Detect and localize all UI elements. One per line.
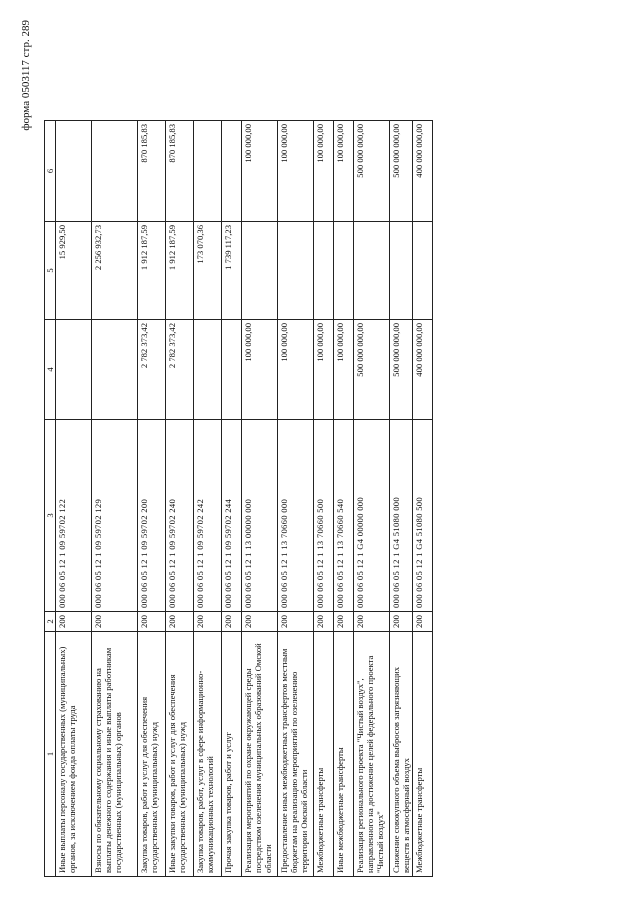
row-budget-code: 000 06 05 12 1 G4 51080 500: [413, 420, 433, 612]
row-line-code: 200: [92, 612, 138, 632]
row-unexecuted: 500 000 000,00: [390, 121, 413, 222]
row-unexecuted: [194, 121, 222, 222]
row-line-code: 200: [242, 612, 278, 632]
row-executed: [242, 222, 278, 320]
row-unexecuted: 870 185,83: [138, 121, 166, 222]
row-line-code: 200: [334, 612, 354, 632]
row-line-code: 200: [56, 612, 92, 632]
row-line-code: 200: [194, 612, 222, 632]
row-executed: 1 739 117,23: [222, 222, 242, 320]
form-label: форма 0503117 стр. 289: [20, 20, 32, 131]
row-name: Закупка товаров, работ, услуг в сфере информационно-коммуникационных технологий: [194, 632, 222, 877]
row-executed: 1 912 187,59: [138, 222, 166, 320]
row-unexecuted: 500 000 000,00: [354, 121, 390, 222]
row-approved: 2 782 373,42: [138, 320, 166, 420]
row-executed: [278, 222, 314, 320]
row-budget-code: 000 06 05 12 1 13 70660 500: [314, 420, 334, 612]
row-budget-code: 000 06 05 12 1 09 59702 242: [194, 420, 222, 612]
table-row: [138, 121, 166, 877]
column-header: 1: [45, 632, 56, 877]
table-row: [314, 121, 334, 877]
row-line-code: 200: [166, 612, 194, 632]
row-name: Предоставление иных межбюджетных трансфертов местным бюджетам на реализацию мероприятий по озеленению территории Омской области: [278, 632, 314, 877]
table-row: [222, 121, 242, 877]
row-executed: [390, 222, 413, 320]
row-budget-code: 000 06 05 12 1 G4 00000 000: [354, 420, 390, 612]
row-executed: [413, 222, 433, 320]
row-approved: [56, 320, 92, 420]
row-approved: [222, 320, 242, 420]
table-row: [92, 121, 138, 877]
row-approved: 500 000 000,00: [390, 320, 413, 420]
row-budget-code: 000 06 05 12 1 09 59702 200: [138, 420, 166, 612]
table-row: [413, 121, 433, 877]
row-approved: 100 000,00: [314, 320, 334, 420]
row-unexecuted: [222, 121, 242, 222]
table-row: [390, 121, 413, 877]
budget-table: [44, 120, 433, 877]
row-executed: [334, 222, 354, 320]
row-approved: 400 000 000,00: [413, 320, 433, 420]
row-approved: 2 782 373,42: [166, 320, 194, 420]
row-line-code: 200: [354, 612, 390, 632]
row-approved: 100 000,00: [334, 320, 354, 420]
row-line-code: 200: [413, 612, 433, 632]
row-budget-code: 000 06 05 12 1 09 59702 244: [222, 420, 242, 612]
row-unexecuted: 100 000,00: [314, 121, 334, 222]
row-approved: 500 000 000,00: [354, 320, 390, 420]
row-name: Иные выплаты персоналу государственных (муниципальных) органов, за исключением фонда оплаты труда: [56, 632, 92, 877]
row-unexecuted: 400 000 000,00: [413, 121, 433, 222]
row-unexecuted: 100 000,00: [242, 121, 278, 222]
row-unexecuted: 100 000,00: [334, 121, 354, 222]
row-name: Закупка товаров, работ и услуг для обеспечения государственных (муниципальных) нужд: [138, 632, 166, 877]
row-approved: [92, 320, 138, 420]
table-row: [242, 121, 278, 877]
row-line-code: 200: [138, 612, 166, 632]
row-executed: 15 929,50: [56, 222, 92, 320]
table-row: [334, 121, 354, 877]
row-budget-code: 000 06 05 12 1 13 70660 540: [334, 420, 354, 612]
row-executed: 173 070,36: [194, 222, 222, 320]
row-line-code: 200: [314, 612, 334, 632]
row-name: Иные межбюджетные трансферты: [334, 632, 354, 877]
row-name: Взносы по обязательному социальному страхованию на выплаты денежного содержания и иные выплаты работникам государственных (муниципальных) органов: [92, 632, 138, 877]
row-budget-code: 000 06 05 12 1 13 00000 000: [242, 420, 278, 612]
row-name: Прочая закупка товаров, работ и услуг: [222, 632, 242, 877]
table-row: [56, 121, 92, 877]
row-executed: 1 912 187,59: [166, 222, 194, 320]
row-line-code: 200: [222, 612, 242, 632]
row-name: Межбюджетные трансферты: [413, 632, 433, 877]
column-header: 5: [45, 222, 56, 320]
row-executed: 2 256 932,73: [92, 222, 138, 320]
row-budget-code: 000 06 05 12 1 G4 51080 000: [390, 420, 413, 612]
row-line-code: 200: [278, 612, 314, 632]
row-line-code: 200: [390, 612, 413, 632]
row-name: Реализация регионального проекта "Чистый воздух", направленного на достижение целей федерального проекта "Чистый воздух": [354, 632, 390, 877]
row-unexecuted: 100 000,00: [278, 121, 314, 222]
row-unexecuted: [56, 121, 92, 222]
row-executed: [314, 222, 334, 320]
row-executed: [354, 222, 390, 320]
row-name: Межбюджетные трансферты: [314, 632, 334, 877]
row-name: Реализация мероприятий по охране окружающей среды посредством озеленения муниципальных образований Омской области: [242, 632, 278, 877]
table-row: [194, 121, 222, 877]
row-unexecuted: 870 185,83: [166, 121, 194, 222]
row-approved: [194, 320, 222, 420]
table-row: [354, 121, 390, 877]
row-budget-code: 000 06 05 12 1 09 59702 129: [92, 420, 138, 612]
row-budget-code: 000 06 05 12 1 13 70660 000: [278, 420, 314, 612]
column-header: 3: [45, 420, 56, 612]
row-name: Снижение совокупного объема выбросов загрязняющих веществ в атмосферный воздух: [390, 632, 413, 877]
row-approved: 100 000,00: [278, 320, 314, 420]
header-row: [45, 121, 56, 877]
column-header: 2: [45, 612, 56, 632]
table-row: [166, 121, 194, 877]
row-approved: 100 000,00: [242, 320, 278, 420]
table-row: [278, 121, 314, 877]
column-header: 4: [45, 320, 56, 420]
row-unexecuted: [92, 121, 138, 222]
row-name: Иные закупки товаров, работ и услуг для обеспечения государственных (муниципальных) нужд: [166, 632, 194, 877]
row-budget-code: 000 06 05 12 1 09 59702 122: [56, 420, 92, 612]
column-header: 6: [45, 121, 56, 222]
row-budget-code: 000 06 05 12 1 09 59702 240: [166, 420, 194, 612]
